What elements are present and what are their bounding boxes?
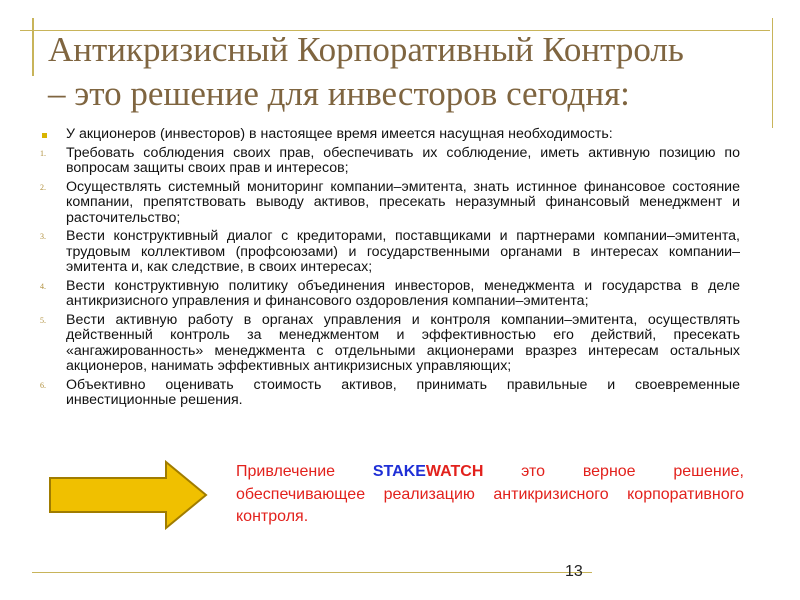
frame-bottom-line [32, 572, 592, 573]
list-item [40, 180, 740, 227]
intro-text: У акционеров (инвесторов) в настоящее время имеется насущная необходимость: [66, 126, 613, 142]
list-item-text: Вести конструктивный диалог с кредиторами, поставщиками и партнерами компании–эмитента, трудовым коллективом (профсоюзами) и государственными органами в интересах компании–эмитента и, как следствие, в своих интересах; [66, 228, 740, 275]
list-marker: 6. [40, 380, 46, 390]
slide-content [40, 127, 740, 412]
list-marker: 2. [40, 182, 46, 192]
slide-title [48, 28, 778, 116]
brand-name-part1: STAKE [372, 463, 426, 480]
list-marker: 1. [40, 148, 46, 158]
slide-title-line2: – это решение для инвесторов сегодня: [48, 74, 630, 113]
list-item [40, 279, 740, 310]
callout-prefix: Привлечение [236, 463, 373, 480]
slide-title-line1: Антикризисный Корпоративный Контроль [48, 30, 684, 69]
list-marker: 5. [40, 315, 46, 325]
list-item [40, 378, 740, 409]
frame-left-line [32, 18, 34, 76]
list-marker: 3. [40, 232, 46, 241]
page-number: 13 [565, 563, 583, 580]
callout-text [236, 461, 744, 529]
list-marker: 4. [40, 281, 46, 291]
list-item-text: Объективно оценивать стоимость активов, принимать правильные и своевременные инвестиционные решения. [66, 376, 740, 408]
right-arrow-icon [48, 460, 208, 530]
list-item [40, 313, 740, 375]
intro-item [40, 127, 740, 143]
list-item-text: Осуществлять системный мониторинг компании–эмитента, знать истинное финансовое состояние компании, препятствовать выводу активов, пресекать неразумный финансовый менеджмент и расточительство; [66, 178, 740, 226]
list-item [40, 229, 740, 276]
square-bullet-icon [42, 133, 47, 138]
list-item [40, 146, 740, 177]
callout-suffix: это верное решение, обеспечивающее реализацию антикризисного корпоративного контроля. [236, 463, 745, 525]
list-item-text: Вести активную работу в органах управления и контроля компании–эмитента, осуществлять действенный контроль за менеджментом и эффективностью его действий, пресекать «ангажированность» менеджмента с отдельными акционерами вразрез интересам остальных акционеров, нанимать эффективных антикризисных управляющих; [66, 311, 740, 374]
brand-name-part2: WATCH [425, 463, 484, 480]
right-arrow-svg [48, 460, 208, 530]
list-item-text: Вести конструктивную политику объединения инвесторов, менеджмента и государства в деле антикризисного управления и финансового оздоровления компании–эмитента; [66, 277, 740, 309]
list-item-text: Требовать соблюдения своих прав, обеспечивать их соблюдение, иметь активную позицию по вопросам защиты своих прав и интересов; [66, 144, 740, 176]
right-arrow-shape [50, 462, 206, 528]
